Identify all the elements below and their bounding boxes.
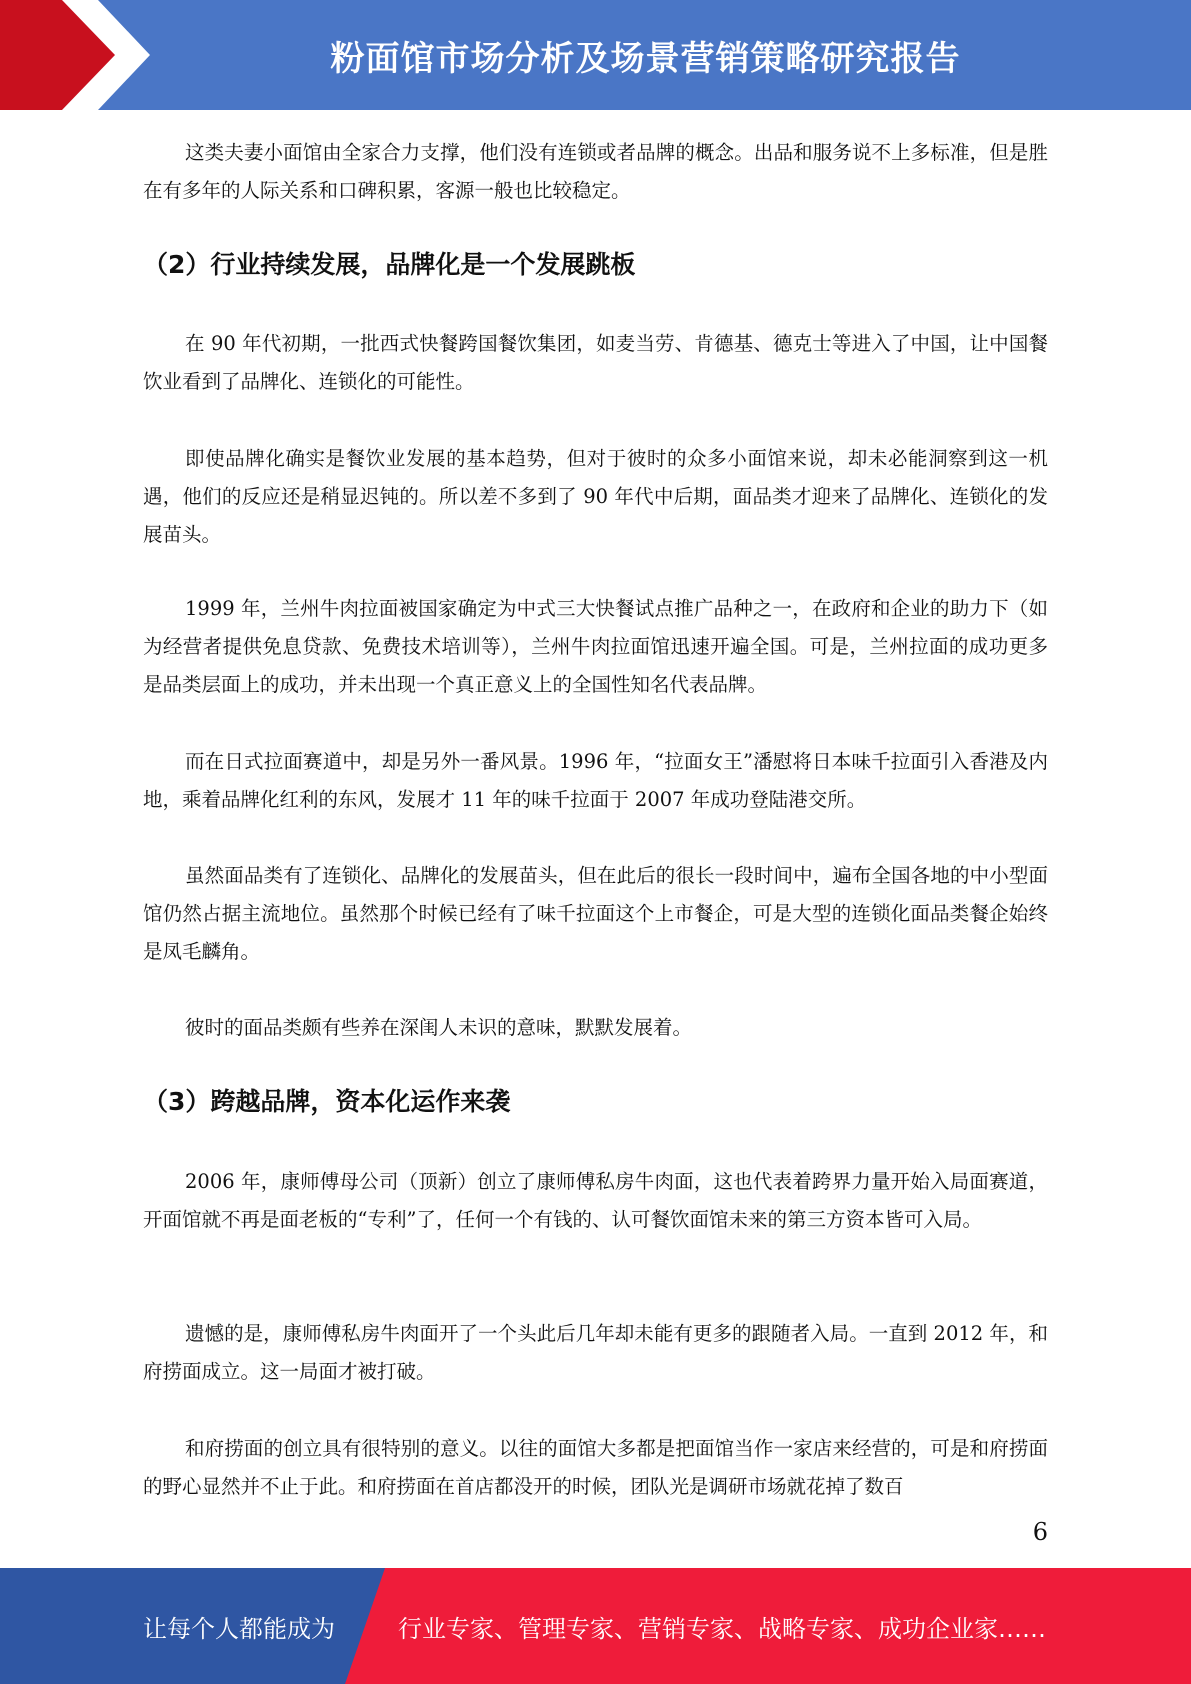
- paragraph: 虽然面品类有了连锁化、品牌化的发展苗头，但在此后的很长一段时间中，遍布全国各地的中小型面馆仍然占据主流地位。虽然那个时候已经有了味千拉面这个上市餐企，可是大型的连锁化面品类餐企始终是凤毛麟角。: [143, 864, 1048, 963]
- header-chevron-icon: [0, 0, 160, 110]
- paragraph: 而在日式拉面赛道中，却是另外一番风景。1996 年，“拉面女王”潘慰将日本味千拉面引入香港及内地，乘着品牌化红利的东风，发展才 11 年的味千拉面于 2007 年成功登陆港交所。: [143, 750, 1048, 811]
- page-number: 6: [1032, 1518, 1048, 1546]
- paragraph: 即使品牌化确实是餐饮业发展的基本趋势，但对于彼时的众多小面馆来说，却未必能洞察到这一机遇，他们的反应还是稍显迟钝的。所以差不多到了 90 年代中后期，面品类才迎来了品牌化、连锁化的发展苗头。: [143, 447, 1048, 546]
- page-footer: [0, 1568, 1191, 1684]
- paragraph: 这类夫妻小面馆由全家合力支撑，他们没有连锁或者品牌的概念。出品和服务说不上多标准，但是胜在有多年的人际关系和口碑积累，客源一般也比较稳定。: [143, 141, 1048, 202]
- paragraph: 在 90 年代初期，一批西式快餐跨国餐饮集团，如麦当劳、肯德基、德克士等进入了中国，让中国餐饮业看到了品牌化、连锁化的可能性。: [143, 332, 1048, 393]
- section-heading-2: （2）行业持续发展，品牌化是一个发展跳板: [143, 250, 636, 279]
- paragraph: 遗憾的是，康师傅私房牛肉面开了一个头此后几年却未能有更多的跟随者入局。一直到 2012 年，和府捞面成立。这一局面才被打破。: [143, 1322, 1048, 1383]
- report-title: 粉面馆市场分析及场景营销策略研究报告: [330, 38, 961, 79]
- paragraph: 2006 年，康师傅母公司（顶新）创立了康师傅私房牛肉面，这也代表着跨界力量开始入局面赛道，开面馆就不再是面老板的“专利”了，任何一个有钱的、认可餐饮面馆未来的第三方资本皆可入局。: [143, 1170, 1048, 1231]
- section-heading-3: （3）跨越品牌，资本化运作来袭: [143, 1087, 511, 1116]
- paragraph: 彼时的面品类颇有些养在深闺人未识的意味，默默发展着。: [185, 1016, 693, 1039]
- paragraph: 1999 年，兰州牛肉拉面被国家确定为中式三大快餐试点推广品种之一，在政府和企业的助力下（如为经营者提供免息贷款、免费技术培训等），兰州牛肉拉面馆迅速开遍全国。可是，兰州拉面的成功更多是品类层面上的成功，并未出现一个真正意义上的全国性知名代表品牌。: [143, 597, 1048, 696]
- footer-slogan-left: 让每个人都能成为: [143, 1614, 335, 1643]
- page-header: [0, 0, 1191, 110]
- footer-slogan-right: 行业专家、管理专家、营销专家、战略专家、成功企业家……: [398, 1614, 1046, 1643]
- paragraph: 和府捞面的创立具有很特别的意义。以往的面馆大多都是把面馆当作一家店来经营的，可是和府捞面的野心显然并不止于此。和府捞面在首店都没开的时候，团队光是调研市场就花掉了数百: [143, 1437, 1048, 1498]
